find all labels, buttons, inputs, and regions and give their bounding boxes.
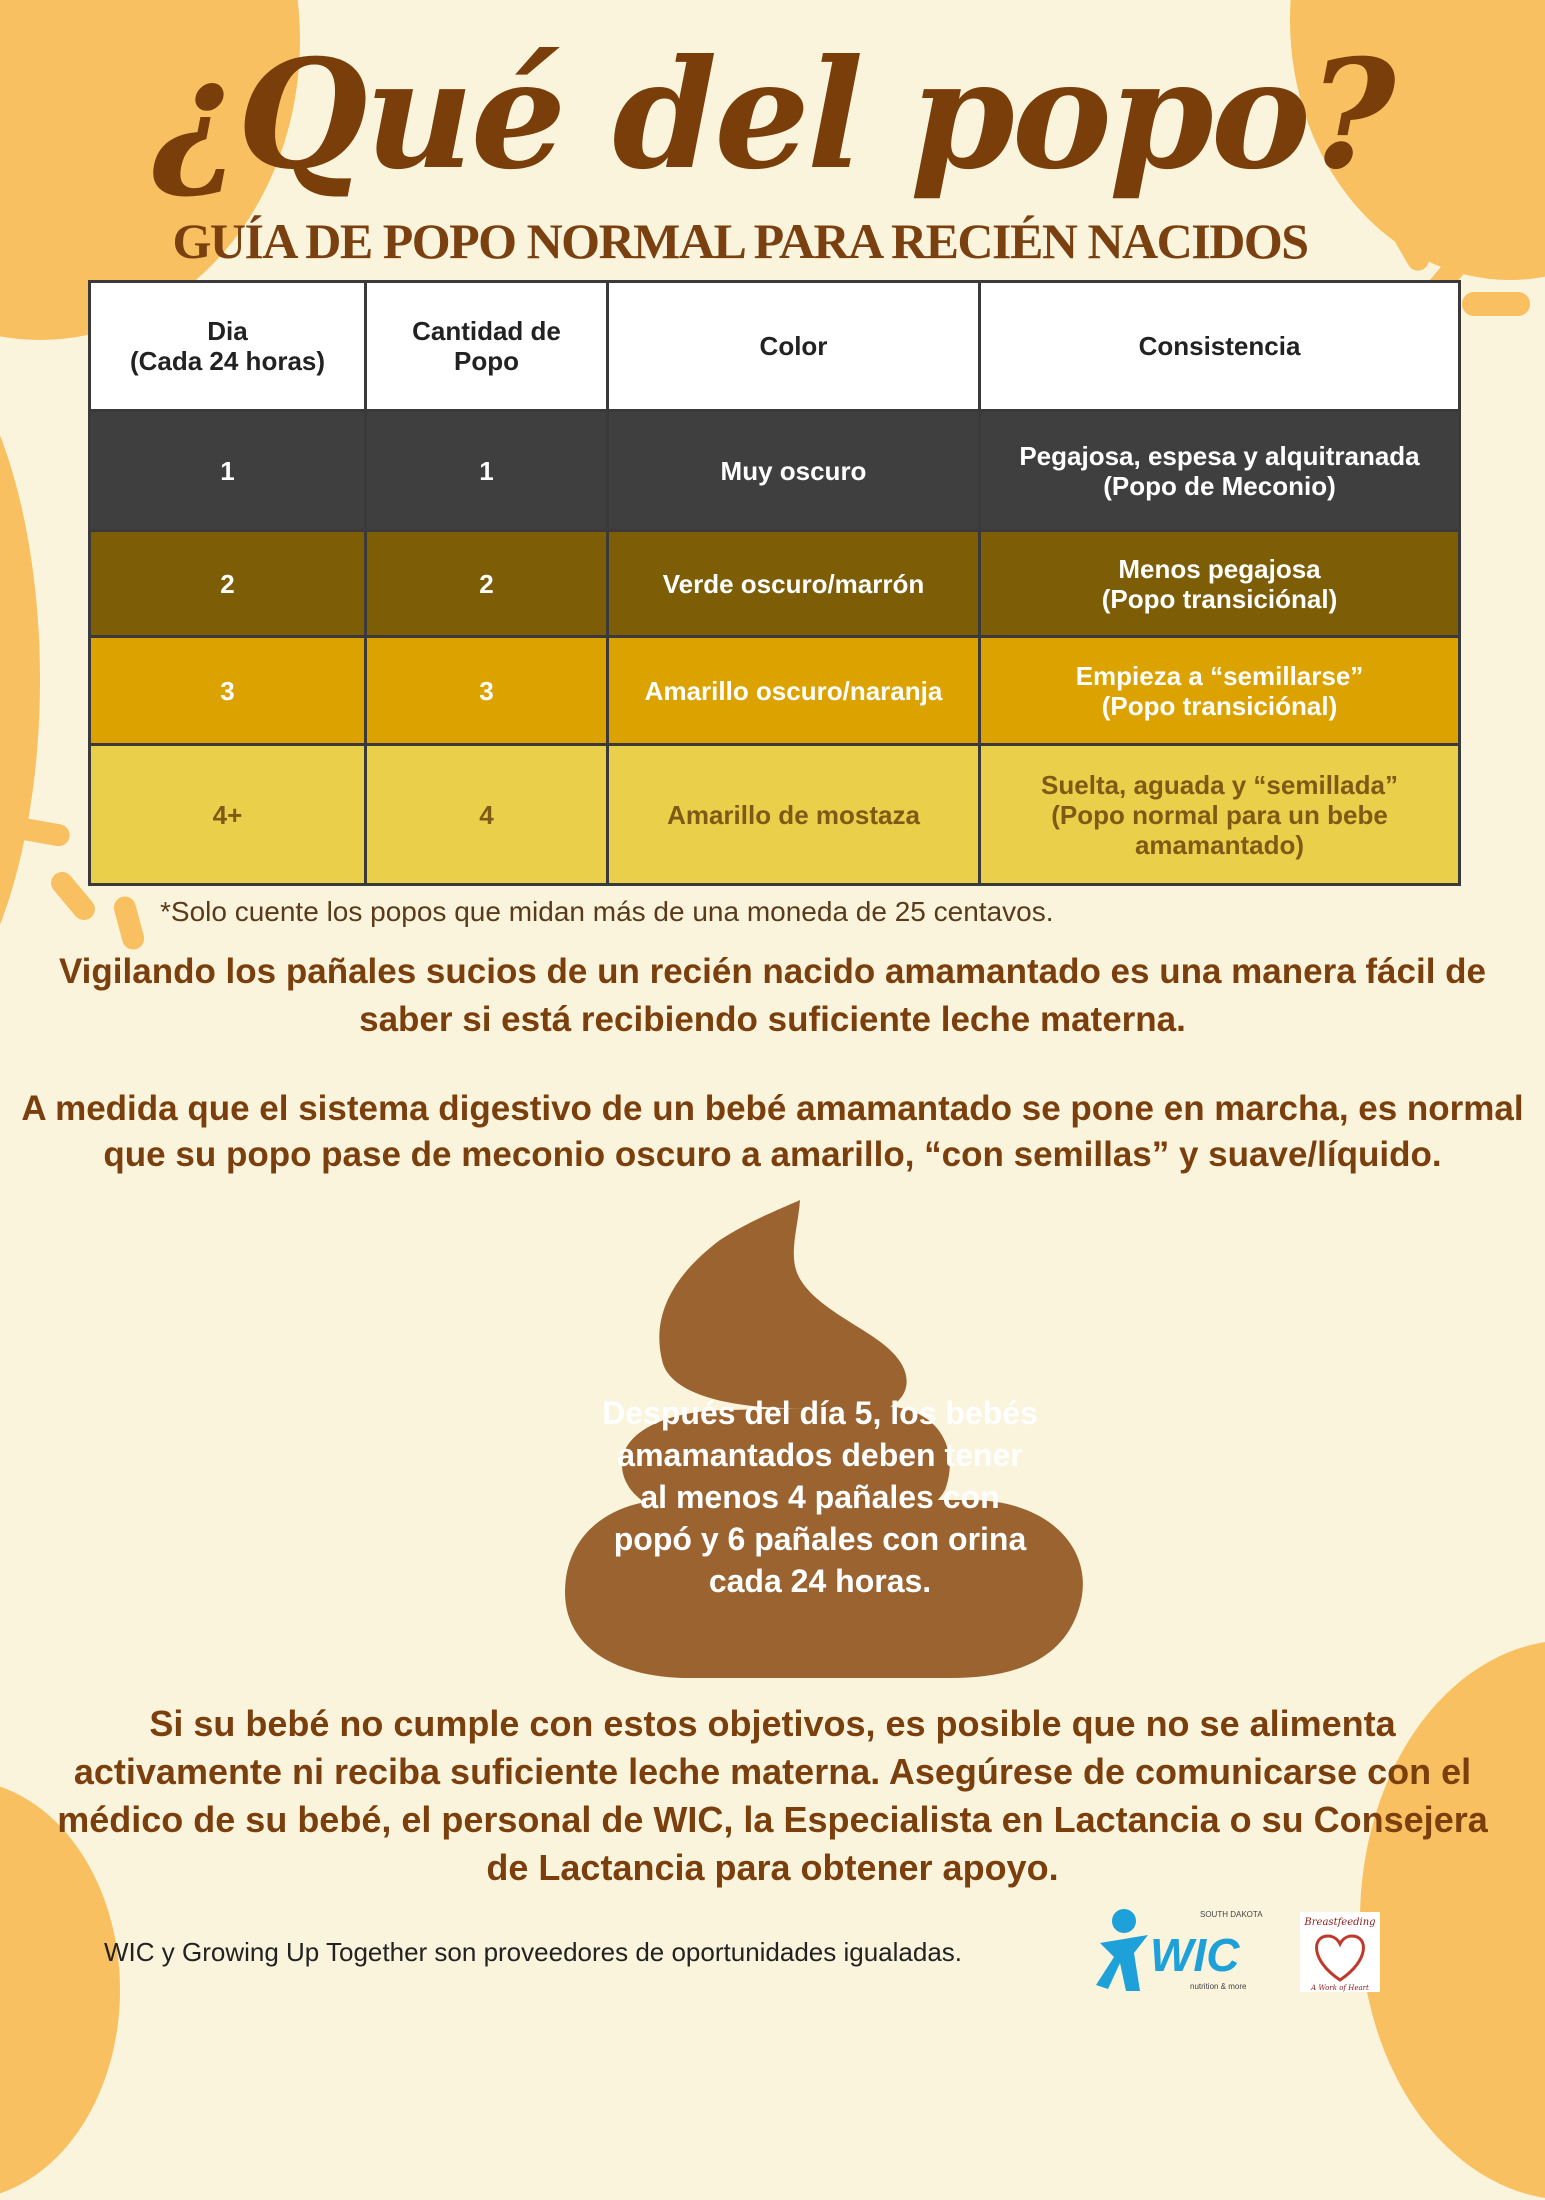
cell-amount: 1 [366,411,608,531]
poop-message: Después del día 5, los bebés amamantados deben tener al menos 4 pañales con popó y 6 pañales con orina cada 24 horas. [602,1395,1038,1599]
header-color: Color [608,282,980,411]
quarter-size-note: *Solo cuente los popos que midan más de una moneda de 25 centavos. [160,896,1054,927]
wic-logo [1090,1905,1280,1995]
wic-logo-state: SOUTH DAKOTA [1200,1910,1263,1919]
breastfeeding-logo [1300,1912,1380,1992]
table-row [90,531,1460,637]
wic-logo-text: WIC [1150,1929,1240,1981]
help-paragraph: Si su bebé no cumple con estos objetivos, es posible que no se alimenta activamente ni reciba suficiente leche materna. Asegúrese de comunicarse con el médico de su bebé, el personal de WIC, la Especialista en Lactancia o su Consejera de Lactancia para obtener apoyo. [57,1703,1488,1888]
stool-guide-table [88,280,1461,886]
bf-logo-bottom: A Work of Heart [1311,1984,1369,1992]
header-consistency: Consistencia [980,282,1460,411]
table-row [90,745,1460,885]
cell-day: 1 [90,411,366,531]
cell-day: 4+ [90,745,366,885]
sparkle-dash [111,894,146,952]
digestion-paragraph: A medida que el sistema digestivo de un bebé amamantado se pone en marcha, es normal que su popo pase de meconio oscuro a amarillo, “con semillas” y suave/líquido. [21,1089,1524,1174]
cell-color: Amarillo de mostaza [608,745,980,885]
header-amount: Cantidad de Popo [366,282,608,411]
cell-color: Muy oscuro [608,411,980,531]
cell-color: Verde oscuro/marrón [608,531,980,637]
cell-consistency: Suelta, aguada y “semillada” (Popo normal para un bebe amamantado) [980,745,1460,885]
cell-consistency: Pegajosa, espesa y alquitranada (Popo de Meconio) [980,411,1460,531]
intro-paragraph: Vigilando los pañales sucios de un recién nacido amamantado es una manera fácil de saber si está recibiendo suficiente leche materna. [58,952,1487,1039]
page-subtitle: GUÍA DE POPO NORMAL PARA RECIÉN NACIDOS [172,213,1308,269]
cell-consistency: Empieza a “semillarse” (Popo transiciónal) [980,637,1460,745]
header-day: Dia (Cada 24 horas) [90,282,366,411]
sparkle-dash [1462,292,1530,316]
table-row [90,411,1460,531]
cell-day: 2 [90,531,366,637]
cell-amount: 2 [366,531,608,637]
cell-amount: 4 [366,745,608,885]
wic-logo-tagline: nutrition & more [1190,1982,1247,1991]
cell-amount: 3 [366,637,608,745]
footer-text: WIC y Growing Up Together son proveedores de oportunidades igualadas. [104,1937,963,1967]
page-title: ¿Qué del popo? [152,27,1393,203]
table-header-row [90,282,1460,411]
cell-color: Amarillo oscuro/naranja [608,637,980,745]
bg-blob-left [0,320,40,1040]
cell-consistency: Menos pegajosa (Popo transiciónal) [980,531,1460,637]
cell-day: 3 [90,637,366,745]
table-row [90,637,1460,745]
bf-logo-top: Breastfeeding [1304,1917,1376,1928]
